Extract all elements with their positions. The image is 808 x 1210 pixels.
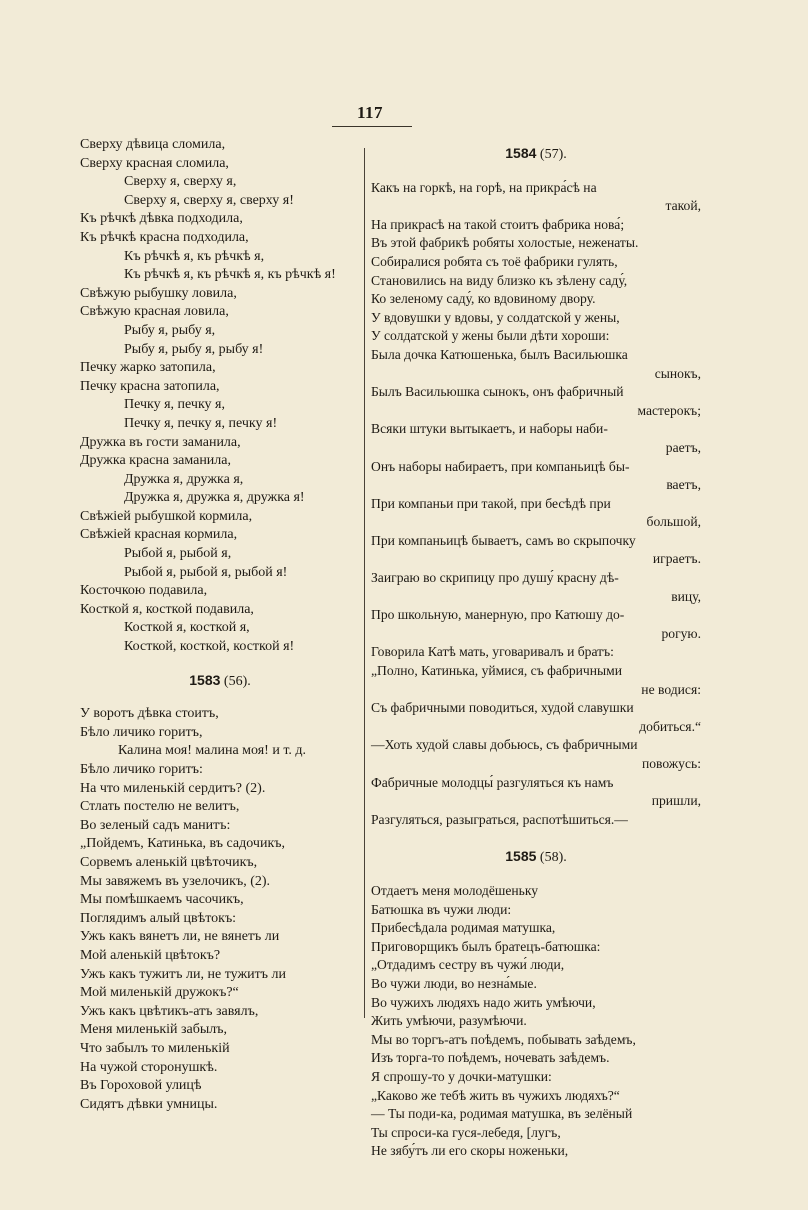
song-subnumber: (57). [539,147,567,162]
verse-line: „Отдадимъ сестру въ чужи́ люди, [371,957,565,973]
verse-line: Мой аленькій цвѣтокъ? [80,947,221,963]
verse-line: Говорила Катѣ мать, уговаривалъ и братъ: [371,644,614,660]
song-number: 1585 [505,848,537,865]
verse-line: играетъ. [652,551,701,567]
verse-line: Батюшка въ чужи люди: [371,901,512,917]
verse-line: Рыбой я, рыбой я, [124,546,232,562]
verse-line: Рыбу я, рыбу я, [124,322,216,338]
verse-line: вицу, [671,588,701,604]
verse-line: У вдовушки у вдовы, у солдатской у жены, [371,309,620,325]
verse-line: Сорвемъ аленькій цвѣточикъ, [80,854,258,870]
verse-line: Въ этой фабрикѣ робяты холостые, неженаты. [371,235,639,251]
song-1584-title [371,144,701,165]
verse-line: Калина моя! малина моя! и т. д. [118,743,307,759]
verse-line: Не зябу́тъ ли его скоры ноженьки, [371,1143,569,1159]
verse-line: Въ Гороховой улицѣ [80,1078,202,1094]
verse-line: У воротъ дѣвка стоитъ, [80,706,219,722]
verse-line: не водися: [641,681,701,697]
verse-line: Косточкою подавила, [80,583,208,599]
verse-line: Про школьную, манерную, про Катюшу до- [371,607,625,623]
verse-line: „Пойдемъ, Катинька, въ садочикъ, [80,836,285,852]
song-1585-title [371,847,701,868]
verse-line: — Ты поди-ка, родимая матушка, въ зелёный [371,1106,633,1122]
verse-line: Жить умѣючи, разумѣючи. [371,1013,527,1029]
verse-line: Косткой я, косткой подавила, [80,601,254,617]
verse-line: пришли, [651,793,701,809]
verse-line: добиться.“ [639,718,701,734]
verse-line: Я спрошу-то у дочки-матушки: [371,1068,552,1084]
verse-line: Собиралися робята съ тоё фабрики гулять, [371,253,618,269]
song-continuation [80,136,360,657]
verse-line: Свѣжую красная ловила, [80,304,229,320]
verse-line: Къ рѣчкѣ я, къ рѣчкѣ я, къ рѣчкѣ я! [124,267,336,283]
verse-line: Рыбой я, рыбой я, рыбой я! [124,564,288,580]
left-column [80,136,360,1114]
song-1584-body [371,179,701,830]
song-1585-body [371,882,701,1161]
verse-line: Сверху дѣвица сломила, [80,137,226,152]
verse-line: Ужъ какъ тужитъ ли, не тужитъ ли [80,966,286,982]
verse-line: Бѣло личико горитъ, [80,724,203,740]
song-subnumber: (58). [539,850,567,866]
verse-line: „Полно, Катинька, уймися, съ фабричными [371,663,623,679]
verse-line: Сверху я, сверху я, [124,174,237,190]
verse-line: Во зеленый садъ манитъ: [80,817,231,833]
verse-line: Печку красна затопила, [80,378,220,394]
verse-line: Ужъ какъ вянетъ ли, не вянетъ ли [80,929,280,945]
verse-line: Ты спроси-ка гуся-лебедя, [лугъ, [371,1124,561,1140]
right-column [371,136,701,1161]
song-1583-title [80,671,360,692]
verse-line: „Каково же тебѣ жить въ чужихъ людяхъ?“ [371,1087,620,1103]
verse-line: Заиграю во скрипицу про душу́ красну дѣ- [371,570,619,586]
verse-line: Былъ Васильюшка сынокъ, онъ фабричный [371,384,624,400]
verse-line: Свѣжую рыбушку ловила, [80,285,237,301]
verse-line: Къ рѣчкѣ дѣвка подходила, [80,211,243,227]
song-1583-body [80,705,360,1114]
verse-line: такой, [665,198,701,214]
verse-line: Разгуляться, разыграться, распотѣшиться.— [371,811,628,827]
song-number: 1584 [505,145,537,161]
verse-line: ваетъ, [666,477,701,493]
verse-line: Мы во торгъ-атъ поѣдемъ, побывать заѣдемъ, [371,1031,636,1047]
verse-line: При компаньицѣ бываетъ, самъ во скрыпочку [371,532,636,548]
verse-line: раетъ, [665,439,701,455]
verse-line: Прибесѣдала родимая матушка, [371,920,556,936]
verse-line: Сидятъ дѣвки умницы. [80,1096,218,1112]
verse-line: Какъ на горкѣ, на горѣ, на прикра́сѣ на [371,179,597,195]
verse-line: Отдаетъ меня молодёшеньку [371,882,539,898]
verse-line: Къ рѣчкѣ я, къ рѣчкѣ я, [124,248,265,264]
verse-line: —Хоть худой славы добьюсь, съ фабричными [371,737,638,753]
verse-line: Бѣло личико горитъ: [80,762,203,777]
verse-line: Ко зеленому саду́, ко вдовиному двору. [371,291,596,307]
verse-line: Была дочка Катюшенька, былъ Васильюшка [371,346,628,362]
verse-line: Къ рѣчкѣ красна подходила, [80,229,249,245]
verse-line: сынокъ, [654,365,701,381]
verse-line: Всяки штуки вытыкаетъ, и наборы наби- [371,421,608,437]
verse-line: Ужъ какъ цвѣтикъ-атъ завялъ, [80,1003,259,1019]
verse-line: Рыбу я, рыбу я, рыбу я! [124,341,264,357]
verse-line: На прикрасѣ на такой стоитъ фабрика нова́; [371,216,625,232]
header-rule [332,126,412,127]
verse-line: У солдатской у жены были дѣти хороши: [371,328,610,344]
verse-line: Приговорщикъ былъ братецъ-батюшка: [371,938,601,954]
verse-line: Поглядимъ алый цвѣтокъ: [80,910,237,926]
verse-line: Дружка я, дружка я, [124,471,244,487]
verse-line: Изъ торга-то поѣдемъ, ночевать заѣдемъ. [371,1050,610,1066]
verse-line: Стлать постелю не велитъ, [80,799,240,815]
verse-line: Свѣжіей рыбушкой кормила, [80,508,253,524]
verse-line: При компаньи при такой, при бесѣдѣ при [371,495,611,511]
verse-line: Сверху красная сломила, [80,155,229,171]
verse-line: Становились на виду близко къ зѣлену саду́, [371,272,628,288]
verse-line: Что забылъ то миленькій [80,1040,230,1056]
verse-line: Сверху я, сверху я, сверху я! [124,192,294,208]
verse-line: Мы помѣшкаемъ часочикъ, [80,892,244,908]
verse-line: Мы завяжемъ въ узелочикъ, (2). [80,873,271,889]
verse-line: Дружка я, дружка я, дружка я! [124,490,305,506]
verse-line: Дружка въ гости заманила, [80,434,241,450]
verse-line: Во чужихъ людяхъ надо жить умѣючи, [371,994,596,1010]
verse-line: Мой миленькій дружокъ?“ [80,985,239,1001]
verse-line: На что миленькій сердитъ? (2). [80,780,266,796]
verse-line: Онъ наборы набираетъ, при компаньицѣ бы- [371,458,630,474]
verse-line: Печку я, печку я, [124,397,226,413]
verse-line: Печку я, печку я, печку я! [124,415,278,431]
verse-line: Съ фабричными поводиться, худой славушки [371,700,634,716]
verse-line: Косткой я, косткой я, [124,620,250,636]
verse-line: Свѣжіей красная кормила, [80,527,238,543]
verse-line: Косткой, косткой, косткой я! [124,639,295,655]
page-number: 117 [356,103,384,122]
verse-line: повожусь: [641,756,701,771]
verse-line: рогую. [661,625,701,641]
song-number: 1583 [189,671,221,688]
column-divider [364,148,365,1018]
verse-line: На чужой сторонушкѣ. [80,1059,218,1075]
verse-line: Фабричные молодцы́ разгуляться къ намъ [371,774,614,790]
verse-line: Во чужи люди, во незна́мые. [371,975,537,991]
verse-line: Меня миленькій забылъ, [80,1022,228,1038]
verse-line: большой, [646,514,701,530]
verse-line: Печку жарко затопила, [80,360,216,376]
song-subnumber: (56). [223,673,251,689]
verse-line: мастерокъ; [637,402,701,418]
verse-line: Дружка красна заманила, [80,453,231,469]
